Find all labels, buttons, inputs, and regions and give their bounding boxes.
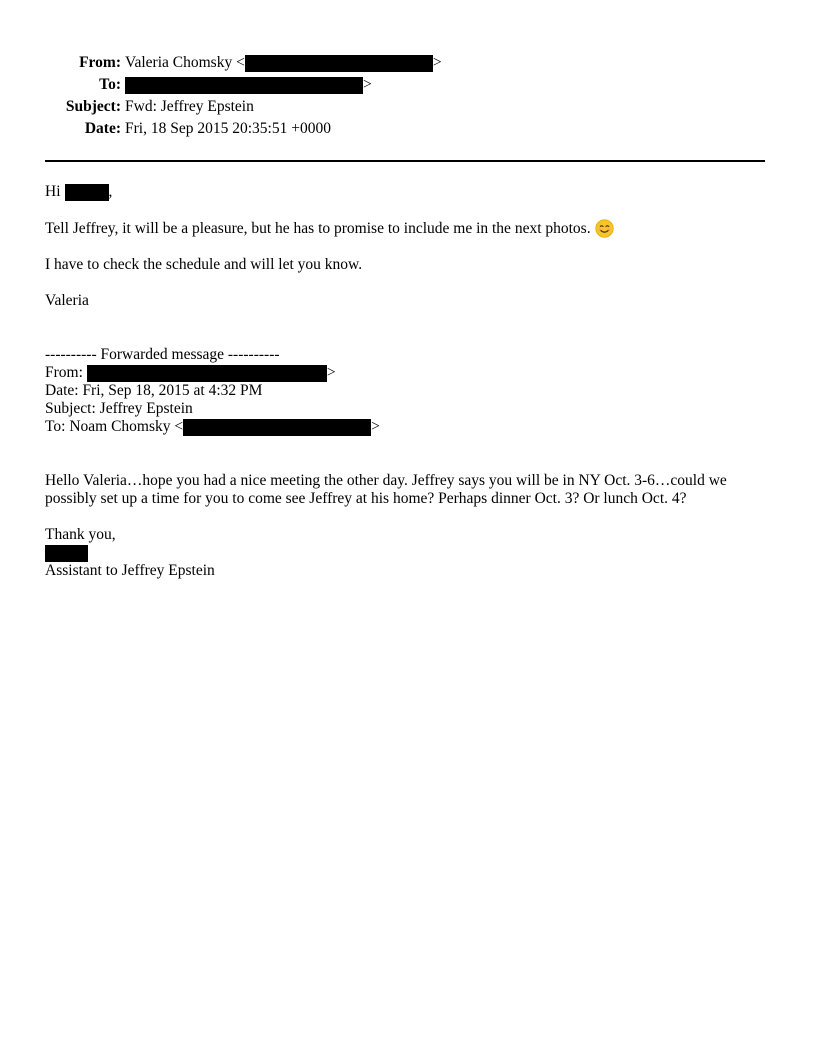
email-header (45, 52, 442, 140)
reply-text-1: Tell Jeffrey, it will be a pleasure, but he has to promise to include me in the next photos. (45, 219, 591, 237)
subject-label: Subject: (65, 98, 121, 115)
forwarded-header (45, 346, 380, 436)
redaction-block (125, 77, 363, 94)
forwarded-sender-redacted (45, 544, 770, 562)
from-name: Valeria Chomsky < (125, 54, 245, 71)
forwarded-sender-title: Assistant to Jeffrey Epstein (45, 562, 215, 579)
reply-signature: Valeria (45, 292, 89, 309)
greeting-prefix: Hi (45, 183, 61, 200)
forwarded-to-close: > (371, 418, 380, 435)
forwarded-from-line (45, 364, 380, 382)
forwarded-separator: ---------- Forwarded message ---------- (45, 346, 280, 363)
redaction-block (183, 419, 371, 436)
from-close: > (432, 54, 442, 71)
header-from-row (45, 52, 442, 74)
greeting-suffix: , (108, 183, 113, 200)
reply-line-2: I have to check the schedule and will let you know. (45, 256, 363, 273)
forwarded-to-line (45, 418, 380, 436)
forwarded-from-label: From: (45, 364, 83, 381)
forwarded-subject-line: Subject: Jeffrey Epstein (45, 400, 193, 417)
subject-value: Fwd: Jeffrey Epstein (125, 98, 254, 115)
from-value (125, 52, 442, 74)
forwarded-from-close: > (326, 364, 336, 381)
redaction-block (45, 545, 88, 562)
date-value: Fri, 18 Sep 2015 20:35:51 +0000 (125, 120, 331, 137)
reply-line-1 (45, 219, 770, 238)
forwarded-closing: Thank you, (45, 526, 116, 543)
redaction-block (245, 55, 433, 72)
forwarded-date-line: Date: Fri, Sep 18, 2015 at 4:32 PM (45, 382, 263, 399)
redaction-block (87, 365, 327, 382)
redaction-block (65, 184, 109, 201)
smiling-face-icon (595, 219, 614, 238)
date-label: Date: (84, 120, 121, 137)
to-label: To: (99, 76, 121, 93)
forwarded-body: Hello Valeria…hope you had a nice meeting the other day. Jeffrey says you will be in NY Oct. 3-6…could we possibly set up a time for you to come see Jeffrey at his home? Perhaps dinner Oct. 3? Or lunch Oct. 4? (45, 472, 727, 507)
header-to-row (45, 74, 442, 96)
to-close: > (363, 76, 372, 93)
header-date-row (45, 118, 442, 140)
from-label: From: (79, 54, 121, 71)
header-divider (45, 160, 765, 162)
header-subject-row (45, 96, 442, 118)
greeting-line (45, 183, 770, 201)
forwarded-to-prefix: To: Noam Chomsky < (45, 418, 184, 435)
to-value (125, 74, 372, 96)
